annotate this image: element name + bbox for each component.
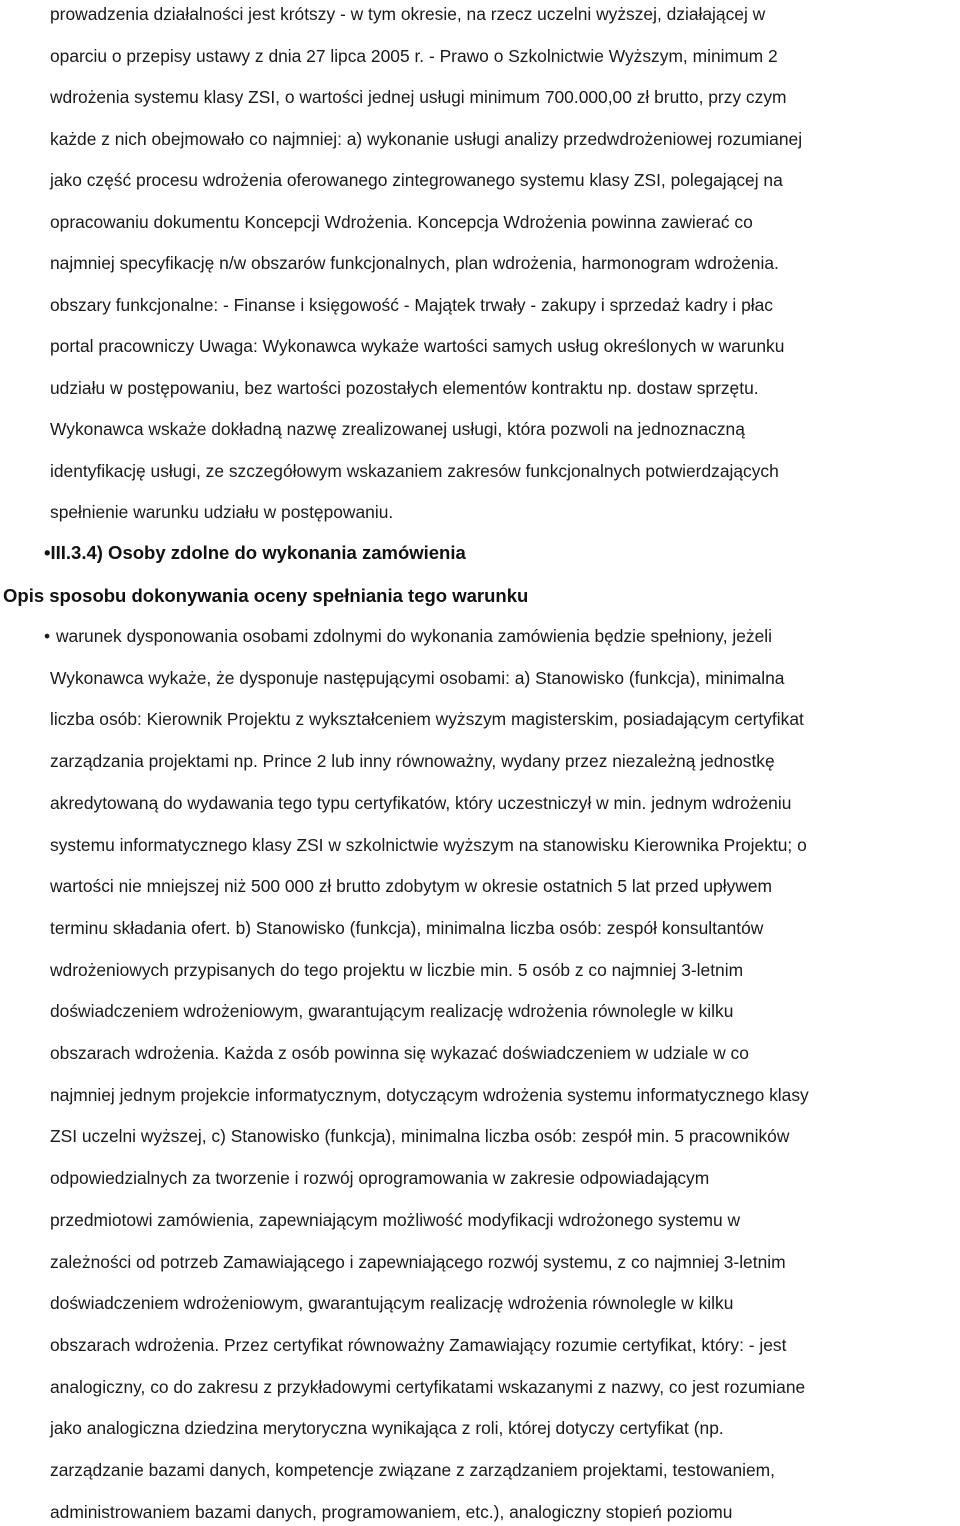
text-line: administrowaniem bazami danych, programowaniem, etc.), analogiczny stopień poziomu [50,1501,733,1522]
text-line: najmniej jednym projekcie informatycznym, dotyczącym wdrożenia systemu informatycznego klasy [50,1084,809,1105]
text-line: akredytowaną do wydawania tego typu certyfikatów, który uczestniczył w min. jednym wdrożeniu [50,792,792,813]
text-line: wdrożeniowych przypisanych do tego projektu w liczbie min. 5 osób z co najmniej 3-letnim [50,959,744,980]
section-heading-persons: •III.3.4) Osoby zdolne do wykonania zamówienia [44,542,466,563]
text-line: portal pracowniczy Uwaga: Wykonawca wykaże wartości samych usług określonych w warunku [50,336,785,356]
text-line: zarządzania projektami np. Prince 2 lub inny równoważny, wydany przez niezależną jednostkę [50,751,775,772]
text-line: warunek dysponowania osobami zdolnymi do wykonania zamówienia będzie spełniony, jeżeli [56,626,772,646]
text-line: zależności od potrzeb Zamawiającego i zapewniającego rozwój systemu, z co najmniej 3-letnim [50,1251,786,1272]
bullet-marker: • [44,626,51,646]
text-line: spełnienie warunku udziału w postępowaniu. [50,502,394,522]
text-line: doświadczeniem wdrożeniowym, gwarantującym realizację wdrożenia równolegle w kilku [50,1001,734,1022]
text-line: obszarach wdrożenia. Przez certyfikat równoważny Zamawiający rozumie certyfikat, który: - jest [50,1334,787,1355]
text-line: liczba osób: Kierownik Projektu z wykształceniem wyższym magisterskim, posiadającym certyfikat [50,709,804,730]
text-line: Wykonawca wskaże dokładną nazwę zrealizowanej usługi, która pozwoli na jednoznaczną [50,419,745,439]
text-line: wartości nie mniejszej niż 500 000 zł brutto zdobytym w okresie ostatnich 5 lat przed upływem [50,876,773,897]
text-line: przedmiotowi zamówienia, zapewniającym możliwość modyfikacji wdrożonego systemu w [50,1209,741,1230]
text-line: udziału w postępowaniu, bez wartości pozostałych elementów kontraktu np. dostaw sprzętu. [50,377,759,398]
text-line: obszary funkcjonalne: - Finanse i księgowość - Majątek trwały - zakupy i sprzedaż kadry i płac [50,294,773,315]
text-line: terminu składania ofert. b) Stanowisko (funkcja), minimalna liczba osób: zespół konsultantów [50,917,764,938]
text-line: obszarach wdrożenia. Każda z osób powinna się wykazać doświadczeniem w udziale w co [50,1043,749,1063]
text-line: oparciu o przepisy ustawy z dnia 27 lipca 2005 r. - Prawo o Szkolnictwie Wyższym, minimum 2 [50,45,778,66]
text-line: najmniej specyfikację n/w obszarów funkcjonalnych, plan wdrożenia, harmonogram wdrożenia. [50,253,779,273]
text-line: doświadczeniem wdrożeniowym, gwarantującym realizację wdrożenia równolegle w kilku [50,1293,734,1314]
text-line: Wykonawca wykaże, że dysponuje następującymi osobami: a) Stanowisko (funkcja), minimalna [50,667,785,688]
text-line: systemu informatycznego klasy ZSI w szkolnictwie wyższym na stanowisku Kierownika Projektu; o [50,834,807,855]
text-line: identyfikację usługi, ze szczegółowym wskazaniem zakresów funkcjonalnych potwierdzających [50,460,779,481]
text-line: prowadzenia działalności jest krótszy - w tym okresie, na rzecz uczelni wyższej, działającej w [50,4,766,24]
text-line: opracowaniu dokumentu Koncepcji Wdrożenia. Koncepcja Wdrożenia powinna zawierać co [50,211,753,232]
text-line: wdrożenia systemu klasy ZSI, o wartości jednej usługi minimum 700.000,00 zł brutto, przy czym [50,87,787,107]
subheading-assessment-method: Opis sposobu dokonywania oceny spełniania tego warunku [3,585,529,606]
text-line: każde z nich obejmowało co najmniej: a) wykonanie usługi analizy przedwdrożeniowej rozumianej [50,128,803,149]
text-line: jako część procesu wdrożenia oferowanego zintegrowanego systemu klasy ZSI, polegającej na [50,170,783,190]
text-line: ZSI uczelni wyższej, c) Stanowisko (funkcja), minimalna liczba osób: zespół min. 5 pracowników [50,1126,790,1147]
text-line: jako analogiczna dziedzina merytoryczna wynikająca z roli, której dotyczy certyfikat (np. [50,1418,724,1439]
text-line: zarządzanie bazami danych, kompetencje związane z zarządzaniem projektami, testowaniem, [50,1460,775,1480]
text-line: analogiczny, co do zakresu z przykładowymi certyfikatami wskazanymi z nazwy, co jest rozumiane [50,1376,806,1397]
text-line: odpowiedzialnych za tworzenie i rozwój oprogramowania w zakresie odpowiadającym [50,1168,710,1189]
